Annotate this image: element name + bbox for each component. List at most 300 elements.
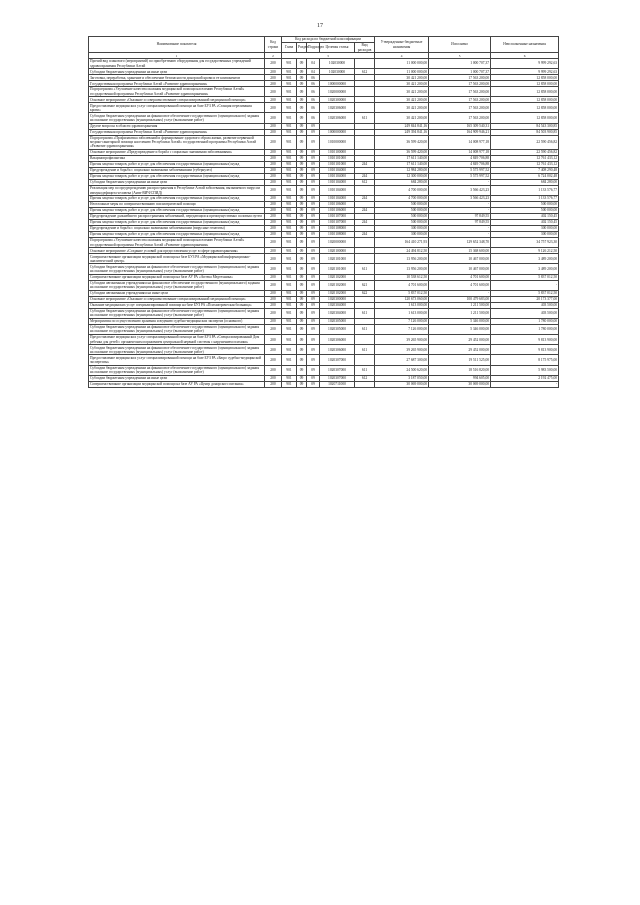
cell-name: Прочая закупка товаров, работ и услуг для обеспечения государственных (муниципальных) нужд — [89, 173, 265, 179]
cell-glava: 901 — [282, 355, 297, 365]
cell-unexecuted: 8 175 975,00 — [491, 355, 559, 365]
cell-name: Субсидии бюджетным учреждениям на финансовое обеспечение государственного (муниципального) задания на оказание государственных (муниципальных) услуг (выполнение работ) — [89, 365, 265, 375]
cell-executed: 994 605,00 — [429, 375, 491, 381]
cell-executed: 1 211 500,00 — [429, 308, 491, 318]
cell-line-code: 200 — [265, 248, 282, 254]
cell-unexecuted: 500 000,00 — [491, 202, 559, 208]
cell-glava: 901 — [282, 173, 297, 179]
cell-target: 1010108000 — [320, 226, 355, 232]
cell-unexecuted: 1 780 000,00 — [491, 318, 559, 324]
cell-name: Вакцинопрофилактика — [89, 155, 265, 161]
cell-executed: - — [429, 208, 491, 214]
cell-approved: 30 421 200,00 — [375, 113, 429, 123]
cell-razdel: 09 — [297, 220, 307, 226]
cell-approved: 30 421 200,00 — [375, 97, 429, 103]
cell-executed: 129 652 348,70 — [429, 237, 491, 247]
cell-glava: 901 — [282, 69, 297, 75]
cell-target: 1020711000 — [320, 381, 355, 387]
cell-razdel: 09 — [297, 248, 307, 254]
cell-approved: 36 599 420,00 — [375, 135, 429, 149]
cell-glava: 901 — [282, 308, 297, 318]
cell-line-code: 200 — [265, 135, 282, 149]
cell-unexecuted: 5 837 012,50 — [491, 290, 559, 296]
cell-approved: 500 000,00 — [375, 202, 429, 208]
cell-target: 1010107000 — [320, 214, 355, 220]
table-row — [89, 345, 559, 355]
cell-approved: 4 700 000,00 — [375, 185, 429, 195]
cell-target: 1020300000 — [320, 97, 355, 103]
cell-executed: 17 563 200,00 — [429, 81, 491, 87]
cell-expense-type — [355, 103, 375, 113]
cell-approved: 39 265 900,00 — [375, 345, 429, 355]
cell-name: Субсидии бюджетным учреждениям на финансовое обеспечение государственного (муниципального) задания на оказание государственных (муниципальных) услуг (выполнение работ) — [89, 308, 265, 318]
cell-line-code: 200 — [265, 264, 282, 274]
cell-approved: 249 844 841,16 — [375, 123, 429, 129]
header-podrazdel: Подраздел — [307, 42, 320, 52]
cell-razdel: 09 — [297, 318, 307, 324]
cell-line-code: 200 — [265, 150, 282, 156]
cell-unexecuted: 12 761 433,12 — [491, 155, 559, 161]
cell-podrazdel: 06 — [307, 81, 320, 87]
cell-razdel: 09 — [297, 237, 307, 247]
cell-target: 1020304000 — [320, 302, 355, 308]
cell-executed: 5 575 997,52 — [429, 173, 491, 179]
cell-expense-type: 244 — [355, 208, 375, 214]
cell-razdel: 09 — [297, 173, 307, 179]
cell-approved: 1 613 000,00 — [375, 308, 429, 318]
cell-name: Субсидии бюджетным учреждениям на иные цели — [89, 179, 265, 185]
cell-approved: 120 673 060,00 — [375, 296, 429, 302]
cell-target: 1020306000 — [320, 345, 355, 355]
cell-unexecuted: 34 757 923,30 — [491, 237, 559, 247]
cell-line-code: 200 — [265, 129, 282, 135]
cell-executed: 164 909 946,21 — [429, 129, 491, 135]
cell-approved: 12 984 280,00 — [375, 167, 429, 173]
cell-unexecuted: 12 858 000,00 — [491, 113, 559, 123]
cell-name: Предоставление медицинских услуг специализированной помощи на базе БУЗ РА «Станция переливания крови» — [89, 103, 265, 113]
cell-name: Мероприятия по осуществлению хранения и ведению судебно-медицинских экспертиз (основного) — [89, 318, 265, 324]
cell-razdel: 09 — [297, 290, 307, 296]
cell-razdel: 09 — [297, 365, 307, 375]
cell-executed: 17 563 200,00 — [429, 113, 491, 123]
cell-razdel: 09 — [297, 123, 307, 129]
cell-glava: 901 — [282, 345, 297, 355]
cell-podrazdel: 09 — [307, 296, 320, 302]
cell-razdel: 09 — [297, 135, 307, 149]
cell-glava: 901 — [282, 375, 297, 381]
cell-podrazdel: 09 — [307, 280, 320, 290]
budget-execution-table — [88, 36, 559, 388]
cell-target: 1010104000 — [320, 173, 355, 179]
cell-target: 1020307000 — [320, 355, 355, 365]
cell-podrazdel: 09 — [307, 185, 320, 195]
cell-expense-type — [355, 381, 375, 387]
cell-podrazdel: 09 — [307, 161, 320, 167]
table-row — [89, 237, 559, 247]
cell-executed: 17 563 200,00 — [429, 75, 491, 81]
cell-razdel: 09 — [297, 381, 307, 387]
cell-name: Предоставление медицинских услуг специализированной помощи на базе БУЗ РА «Бюро судебно-медицинской экспертизы» — [89, 355, 265, 365]
cell-expense-type: 244 — [355, 173, 375, 179]
header-expense-type: Вид расходов — [355, 42, 375, 52]
cell-approved: 10 538 612,50 — [375, 274, 429, 280]
cell-approved: 300 000,00 — [375, 232, 429, 238]
cell-razdel: 09 — [297, 150, 307, 156]
cell-target: 1020101000 — [320, 264, 355, 274]
cell-name: Прочая закупка товаров, работ и услуг для обеспечения государственных (муниципальных) нужд — [89, 220, 265, 226]
cell-podrazdel: 09 — [307, 365, 320, 375]
cell-podrazdel: 09 — [307, 155, 320, 161]
cell-unexecuted: 84 503 900,85 — [491, 129, 559, 135]
table-row — [89, 87, 559, 97]
cell-line-code: 200 — [265, 113, 282, 123]
cell-executed: 30 069 000,00 — [429, 381, 491, 387]
cell-line-code: 200 — [265, 232, 282, 238]
cell-unexecuted: 500 000,00 — [491, 208, 559, 214]
cell-name: Подпрограмма «Улучшение качества оказания медицинской помощи населению Республики Алтай» государственной программы Республики Алтай «Развитие здравоохранения» — [89, 87, 265, 97]
cell-approved: 30 421 200,00 — [375, 75, 429, 81]
cell-expense-type — [355, 254, 375, 264]
cell-line-code: 200 — [265, 58, 282, 68]
table-row — [89, 308, 559, 318]
table-row — [89, 113, 559, 123]
cell-glava: 901 — [282, 254, 297, 264]
cell-approved: 11 000 000,00 — [375, 58, 429, 68]
cell-razdel: 09 — [297, 103, 307, 113]
cell-podrazdel: 09 — [307, 302, 320, 308]
cell-podrazdel: 09 — [307, 318, 320, 324]
table-row — [89, 365, 559, 375]
cell-line-code: 200 — [265, 226, 282, 232]
cell-podrazdel: 09 — [307, 308, 320, 318]
cell-glava: 901 — [282, 365, 297, 375]
cell-glava: 901 — [282, 179, 297, 185]
cell-name: Прочая закупка товаров, работ и услуг для обеспечения государственных (муниципальных) нужд — [89, 232, 265, 238]
cell-target: 1020307000 — [320, 375, 355, 381]
cell-unexecuted: 9 999 292,63 — [491, 58, 559, 68]
cell-expense-type: 611 — [355, 365, 375, 375]
cell-podrazdel: 09 — [307, 324, 320, 334]
cell-expense-type — [355, 185, 375, 195]
cell-podrazdel: 09 — [307, 381, 320, 387]
cell-executed: 97 849,55 — [429, 214, 491, 220]
cell-unexecuted: 402 150,45 — [491, 220, 559, 226]
cell-line-code: 200 — [265, 237, 282, 247]
cell-glava: 901 — [282, 167, 297, 173]
cell-unexecuted: 9 813 900,00 — [491, 335, 559, 345]
cell-name: Субсидии бюджетным учреждениям на финансовое обеспечение государственного (муниципального) задания на оказание государственных (муниципальных) услуг (выполнение работ) — [89, 264, 265, 274]
cell-name: Подпрограмма «Улучшение качества оказания медицинской помощи населению Республики Алтай» государственной программы Республики Алтай «Развитие здравоохранения» — [89, 237, 265, 247]
cell-expense-type: 611 — [355, 264, 375, 274]
cell-podrazdel: 09 — [307, 226, 320, 232]
cell-unexecuted: 403 500,00 — [491, 308, 559, 318]
cell-target: 1020102000 — [320, 290, 355, 296]
cell-executed: 4 849 706,88 — [429, 155, 491, 161]
cell-executed: 18 516 820,00 — [429, 365, 491, 375]
cell-approved: 300 000,00 — [375, 226, 429, 232]
cell-line-code: 200 — [265, 302, 282, 308]
cell-executed: 5 346 000,00 — [429, 318, 491, 324]
cell-razdel: 09 — [297, 375, 307, 381]
cell-executed: 4 701 600,00 — [429, 280, 491, 290]
cell-glava: 901 — [282, 220, 297, 226]
cell-executed: 1 000 707,37 — [429, 58, 491, 68]
cell-name: Субсидии бюджетным учреждениям на иные цели — [89, 375, 265, 381]
cell-razdel: 09 — [297, 58, 307, 68]
cell-name: Прочая закупка товаров, работ и услуг для обеспечения государственных (муниципальных) нужд — [89, 196, 265, 202]
cell-target: 1020306000 — [320, 335, 355, 345]
cell-glava: 901 — [282, 58, 297, 68]
cell-unexecuted: 1 133 576,77 — [491, 196, 559, 202]
cell-unexecuted: 684 280,00 — [491, 179, 559, 185]
cell-unexecuted: 84 543 300,85 — [491, 123, 559, 129]
cell-unexecuted: 9 999 292,63 — [491, 69, 559, 75]
table-row — [89, 355, 559, 365]
cell-expense-type: 611 — [355, 113, 375, 123]
cell-glava: 901 — [282, 214, 297, 220]
cell-executed: 10 467 000,00 — [429, 264, 491, 274]
cell-executed: 165 309 540,31 — [429, 123, 491, 129]
cell-razdel: 09 — [297, 81, 307, 87]
cell-unexecuted: 12 858 000,00 — [491, 75, 559, 81]
cell-target: 1020000000 — [320, 237, 355, 247]
cell-name: Основное мероприятие «Оказание и совершенствование специализированной медицинской помощи» — [89, 97, 265, 103]
cell-approved: 4 700 000,00 — [375, 196, 429, 202]
cell-razdel: 09 — [297, 232, 307, 238]
cell-unexecuted: 12 761 433,12 — [491, 161, 559, 167]
table-body — [89, 58, 559, 387]
cell-line-code: 200 — [265, 324, 282, 334]
col-number-1: 1 — [89, 53, 265, 59]
cell-podrazdel: 09 — [307, 264, 320, 274]
cell-razdel: 09 — [297, 113, 307, 123]
cell-target: 1010107000 — [320, 220, 355, 226]
cell-executed: 5 346 000,00 — [429, 324, 491, 334]
cell-name: Субсидии бюджетным учреждениям на финансовое обеспечение государственного (муниципального) задания на оказание государственных (муниципальных) услуг (выполнение работ) — [89, 324, 265, 334]
cell-glava: 901 — [282, 280, 297, 290]
cell-razdel: 09 — [297, 161, 307, 167]
cell-podrazdel: 09 — [307, 167, 320, 173]
cell-line-code: 200 — [265, 214, 282, 220]
header-executed: Исполнено — [429, 37, 491, 53]
cell-executed: 17 563 200,00 — [429, 103, 491, 113]
col-number-6: 6 — [491, 53, 559, 59]
cell-razdel: 09 — [297, 155, 307, 161]
cell-executed: 100 479 683,00 — [429, 296, 491, 302]
cell-target: 1010104000 — [320, 167, 355, 173]
cell-approved: 500 000,00 — [375, 220, 429, 226]
cell-line-code: 200 — [265, 179, 282, 185]
cell-expense-type — [355, 87, 375, 97]
cell-expense-type — [355, 135, 375, 149]
cell-unexecuted: 5 837 012,50 — [491, 274, 559, 280]
cell-approved: 24 500 620,00 — [375, 365, 429, 375]
header-razdel: Раздел — [297, 42, 307, 52]
cell-name: Субсидии бюджетным учреждениям на иные цели — [89, 69, 265, 75]
cell-razdel: 09 — [297, 214, 307, 220]
cell-glava: 901 — [282, 155, 297, 161]
cell-approved: 684 280,00 — [375, 179, 429, 185]
cell-name: Государственная программа Республики Алтай «Развитие здравоохранения» — [89, 129, 265, 135]
cell-target: 1010101000 — [320, 161, 355, 167]
cell-name: Субсидии бюджетным учреждениям на финансовое обеспечение государственного (муниципального) задания на оказание государственных (муниципальных) услуг (выполнение работ) — [89, 345, 265, 355]
col-number-3: 3 — [282, 53, 375, 59]
cell-name: Прочий вид планового (мероприятий) по приобретению оборудования для государственных учреждений здравоохранения Республики Алтай — [89, 58, 265, 68]
cell-executed: - — [429, 179, 491, 185]
cell-line-code: 200 — [265, 274, 282, 280]
cell-razdel: 09 — [297, 97, 307, 103]
cell-name: Другие вопросы в области здравоохранения — [89, 123, 265, 129]
cell-razdel: 09 — [297, 308, 307, 318]
cell-approved: 30 421 200,00 — [375, 103, 429, 113]
header-target: Целевая статья — [320, 42, 355, 52]
cell-razdel: 09 — [297, 202, 307, 208]
cell-executed: 17 563 200,00 — [429, 87, 491, 97]
cell-unexecuted: 402 150,45 — [491, 214, 559, 220]
cell-target: 102030000 — [320, 69, 355, 75]
cell-razdel: 09 — [297, 226, 307, 232]
cell-target: 1010106000 — [320, 208, 355, 214]
cell-unexecuted: 403 500,00 — [491, 302, 559, 308]
cell-executed: 14 008 977,18 — [429, 135, 491, 149]
cell-glava: 901 — [282, 185, 297, 195]
cell-target: 1020307000 — [320, 365, 355, 375]
cell-target: 1020300000 — [320, 296, 355, 302]
cell-podrazdel: 09 — [307, 135, 320, 149]
cell-approved: 249 394 841,16 — [375, 129, 429, 135]
cell-glava: 901 — [282, 248, 297, 254]
cell-line-code: 200 — [265, 365, 282, 375]
cell-approved: 1 613 000,00 — [375, 302, 429, 308]
cell-expense-type: 244 — [355, 220, 375, 226]
cell-glava: 901 — [282, 161, 297, 167]
cell-expense-type: 244 — [355, 232, 375, 238]
cell-expense-type — [355, 355, 375, 365]
table-row — [89, 335, 559, 345]
cell-unexecuted: 20 173 377,00 — [491, 296, 559, 302]
cell-name: Субсидии бюджетным учреждениям на финансовое обеспечение государственного (муниципального) задания на оказание государственных (муниципальных) услуг (выполнение работ) — [89, 113, 265, 123]
cell-target: 1000000000 — [320, 129, 355, 135]
cell-unexecuted: - — [491, 381, 559, 387]
cell-approved: 500 000,00 — [375, 208, 429, 214]
col-number-5: 5 — [429, 53, 491, 59]
cell-line-code: 200 — [265, 381, 282, 387]
cell-line-code: 200 — [265, 75, 282, 81]
cell-podrazdel: 04 — [307, 69, 320, 75]
cell-razdel: 09 — [297, 264, 307, 274]
header-code-group: Код расхода по бюджетной классификации — [282, 37, 375, 43]
cell-target: 1010106000 — [320, 202, 355, 208]
cell-name: Предупреждение и борьба с социально значимыми заболеваниями (туберкулез) — [89, 167, 265, 173]
cell-glava: 901 — [282, 274, 297, 280]
cell-target: 1020000000 — [320, 87, 355, 97]
cell-executed: - — [429, 202, 491, 208]
cell-target: 102030000 — [320, 58, 355, 68]
cell-approved: 500 000,00 — [375, 214, 429, 220]
header-approved: Утвержденные бюджетные назначения — [375, 37, 429, 53]
cell-target: 1020305000 — [320, 324, 355, 334]
cell-line-code: 200 — [265, 81, 282, 87]
cell-target: 1020305000 — [320, 318, 355, 324]
cell-target: 1020306000 — [320, 113, 355, 123]
cell-line-code: 200 — [265, 355, 282, 365]
cell-executed: - — [429, 232, 491, 238]
cell-unexecuted: 22 590 456,82 — [491, 135, 559, 149]
cell-unexecuted: 1 133 576,77 — [491, 185, 559, 195]
cell-razdel: 09 — [297, 87, 307, 97]
cell-glava: 901 — [282, 196, 297, 202]
cell-approved: 13 956 200,00 — [375, 264, 429, 274]
cell-glava: 901 — [282, 232, 297, 238]
cell-razdel: 09 — [297, 345, 307, 355]
cell-razdel: 09 — [297, 69, 307, 75]
cell-target: 1010104000 — [320, 185, 355, 195]
cell-expense-type: 611 — [355, 324, 375, 334]
table-row — [89, 103, 559, 113]
cell-line-code: 200 — [265, 296, 282, 302]
cell-target: 1010104000 — [320, 179, 355, 185]
cell-name: Заготовка, переработка, хранение и обеспечение безопасности донорской крови и ее компонентов — [89, 75, 265, 81]
cell-approved: 30 421 200,00 — [375, 87, 429, 97]
cell-unexecuted: 12 858 000,00 — [491, 97, 559, 103]
cell-unexecuted: 7 408 290,48 — [491, 167, 559, 173]
cell-executed: 19 511 525,00 — [429, 355, 491, 365]
cell-target: 1020306000 — [320, 103, 355, 113]
cell-line-code: 200 — [265, 308, 282, 318]
table-row — [89, 135, 559, 149]
cell-target: 1010000000 — [320, 135, 355, 149]
cell-executed: 4 849 706,88 — [429, 161, 491, 167]
cell-executed: 15 368 600,00 — [429, 248, 491, 254]
cell-glava: 901 — [282, 135, 297, 149]
cell-expense-type — [355, 58, 375, 68]
cell-line-code: 200 — [265, 167, 282, 173]
cell-line-code: 200 — [265, 290, 282, 296]
cell-unexecuted: 9 126 212,50 — [491, 248, 559, 254]
cell-glava: 901 — [282, 226, 297, 232]
cell-podrazdel: 04 — [307, 58, 320, 68]
cell-line-code: 200 — [265, 123, 282, 129]
cell-expense-type: 612 — [355, 69, 375, 75]
cell-podrazdel: 09 — [307, 355, 320, 365]
cell-name: Предупреждение дальнейшего распространения заболеваний, передающихся преимущественно половым путем — [89, 214, 265, 220]
cell-name: Реализация мер по предупреждению распространения в Республике Алтай заболевания, вызываемого вирусом иммунодефицита человека (Анти-ВИЧ/СПИД) — [89, 185, 265, 195]
cell-podrazdel: 09 — [307, 220, 320, 226]
cell-glava: 901 — [282, 113, 297, 123]
cell-podrazdel: 06 — [307, 113, 320, 123]
table-row — [89, 280, 559, 290]
cell-target: 1010108000 — [320, 232, 355, 238]
cell-name: Субсидии автономным учреждениям на финансовое обеспечение государственного (муниципального) задания на оказание государственных (муниципальных) услуг (выполнение работ) — [89, 280, 265, 290]
cell-line-code: 200 — [265, 97, 282, 103]
cell-podrazdel: 09 — [307, 254, 320, 264]
cell-podrazdel: 09 — [307, 202, 320, 208]
cell-razdel: 09 — [297, 75, 307, 81]
cell-podrazdel: 09 — [307, 179, 320, 185]
cell-target: 1020102000 — [320, 280, 355, 290]
cell-name: Основное мероприятие «Создание условий для предоставления услуг в сфере здравоохранения» — [89, 248, 265, 254]
cell-unexecuted: 3 489 200,00 — [491, 264, 559, 274]
cell-line-code: 200 — [265, 345, 282, 355]
cell-glava: 901 — [282, 381, 297, 387]
cell-target: 1010104000 — [320, 196, 355, 202]
cell-unexecuted: 22 590 456,82 — [491, 150, 559, 156]
cell-line-code: 200 — [265, 185, 282, 195]
cell-razdel: 09 — [297, 167, 307, 173]
cell-line-code: 200 — [265, 254, 282, 264]
header-unexecuted: Неисполненные назначения — [491, 37, 559, 53]
cell-unexecuted: 2 192 475,00 — [491, 375, 559, 381]
